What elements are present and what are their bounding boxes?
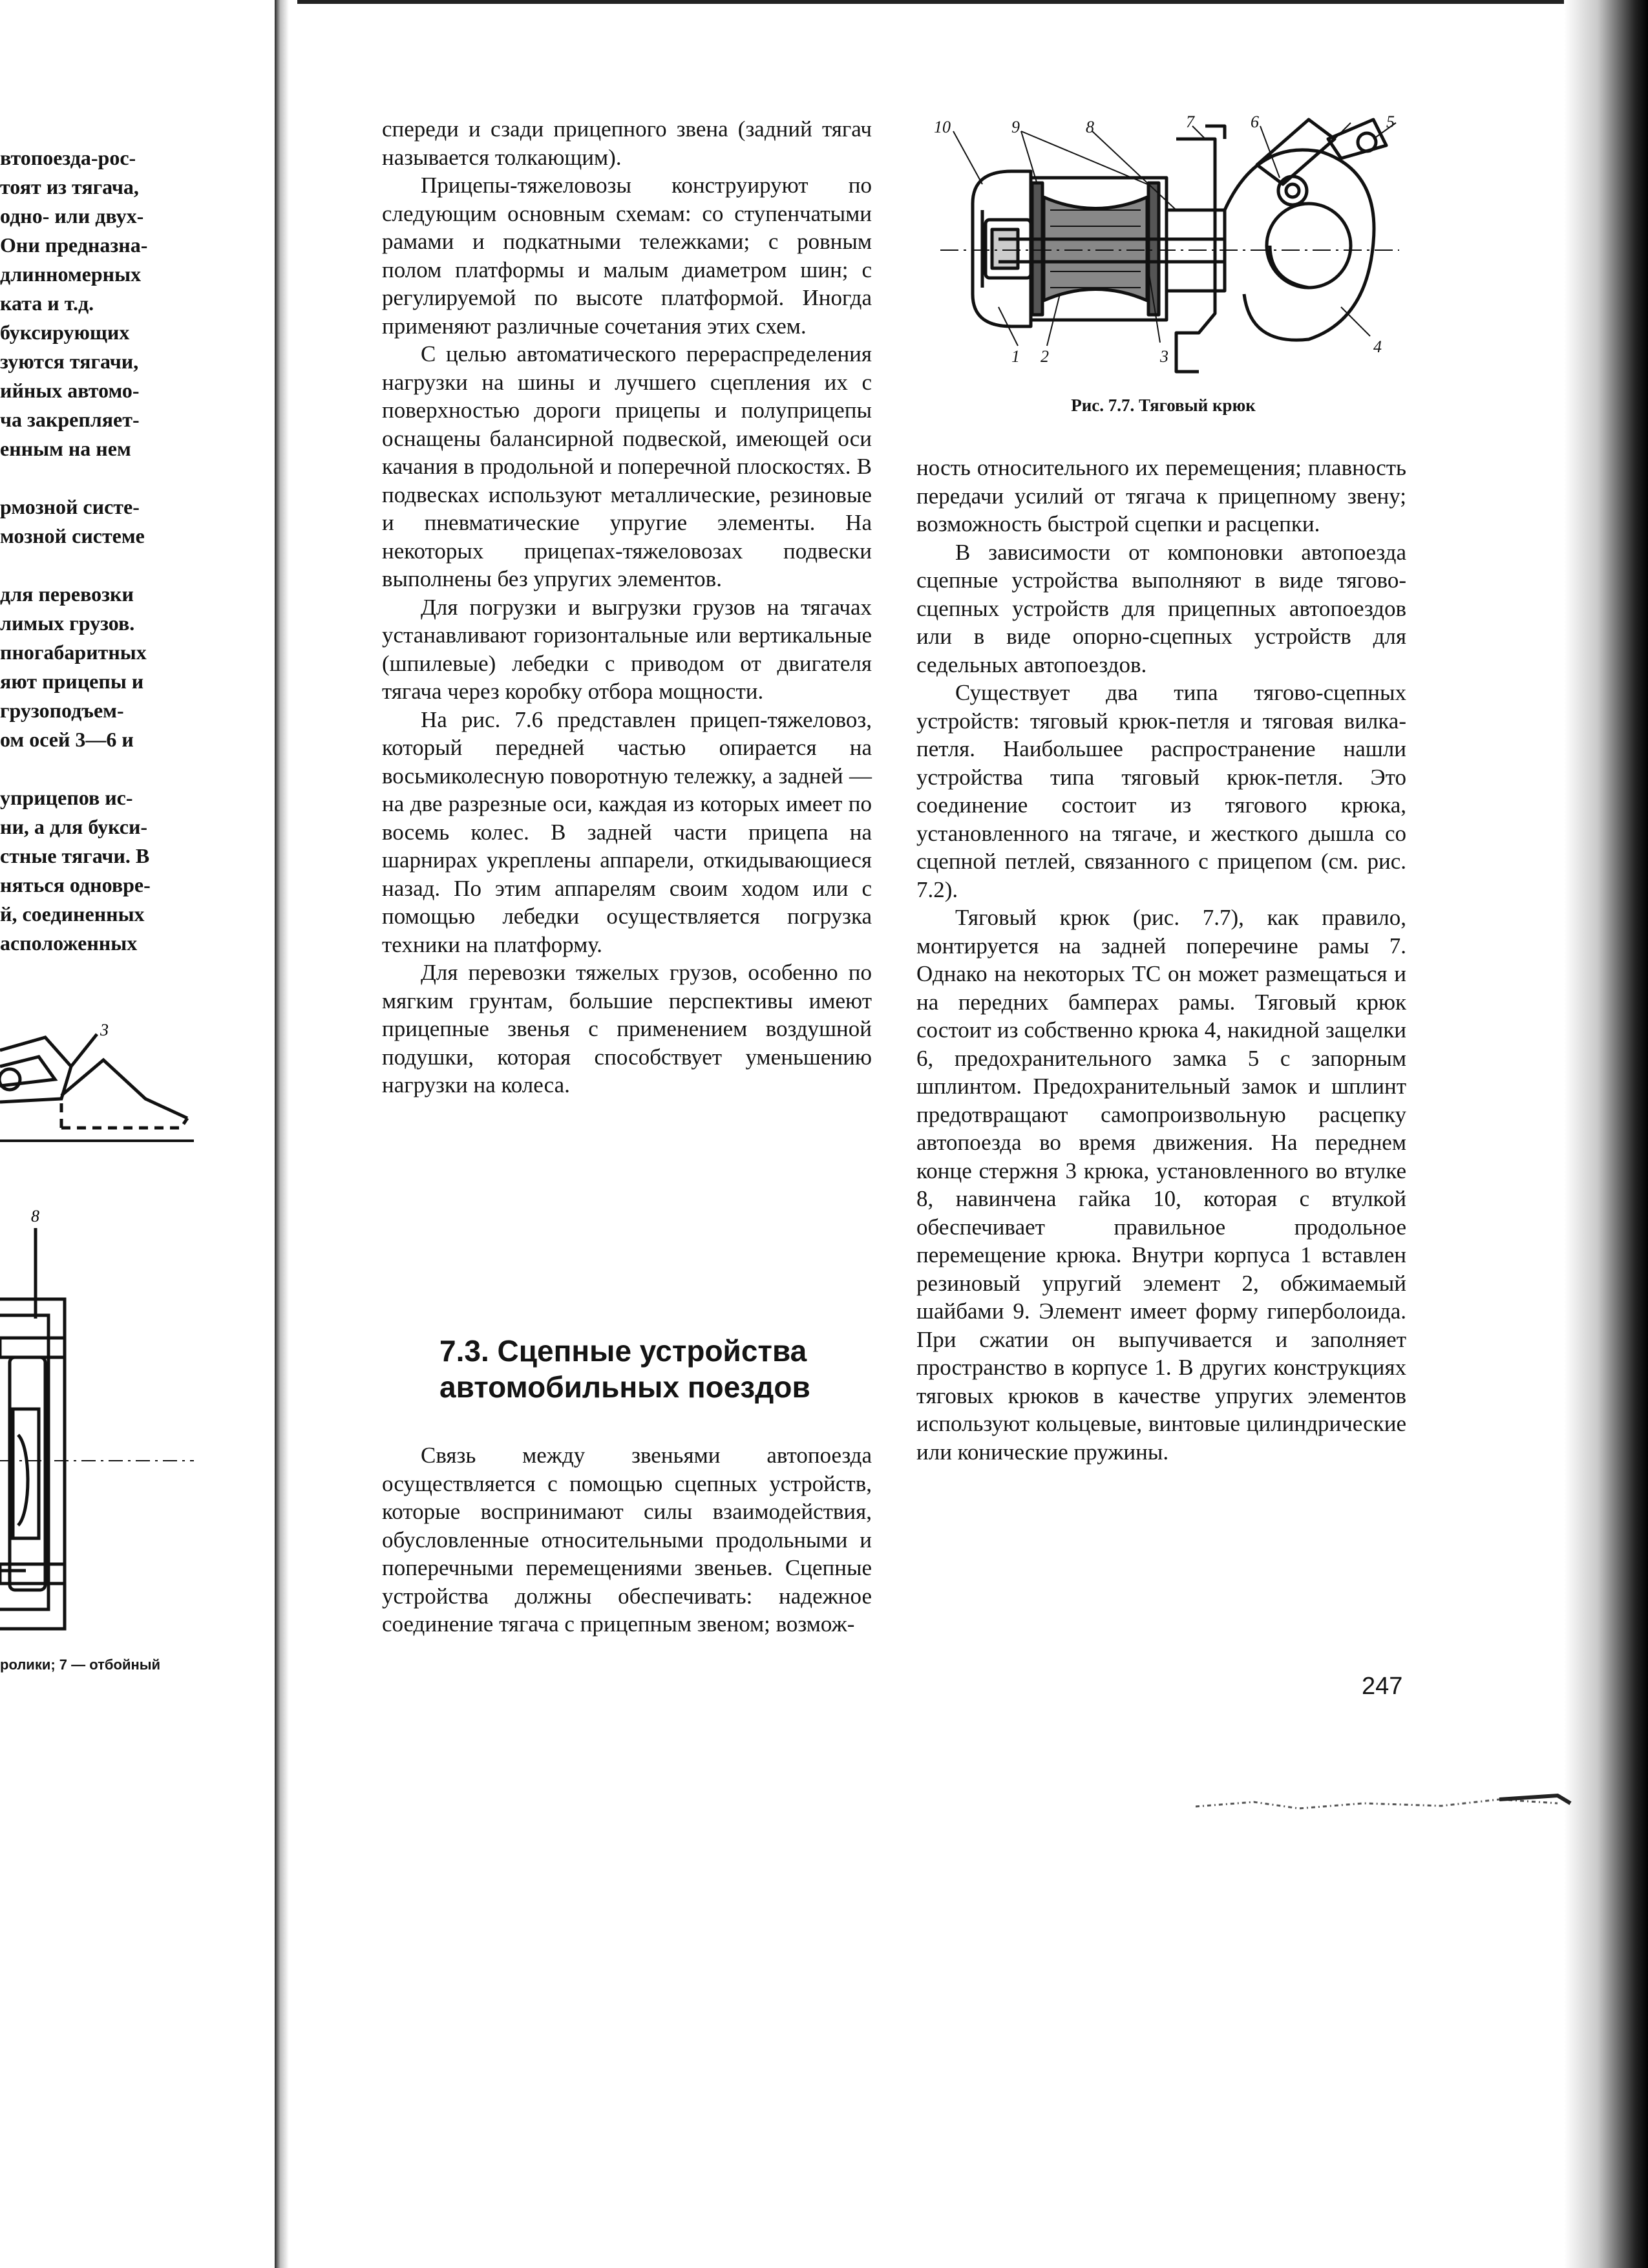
left-line: зуются тягачи, [0,350,139,373]
left-line [0,551,187,580]
figure-label: 8 [1086,118,1094,136]
tow-hook-drawing [921,113,1399,385]
figure-label: 3 [1160,347,1168,366]
left-line: буксирующих [0,321,130,344]
figure-label: 5 [1386,113,1395,131]
section-heading-line: 7.3. Сцепные устройства [439,1334,807,1368]
figure-label: 7 [1186,113,1194,131]
left-line: ката и т.д. [0,291,94,315]
left-line: й, соединенных [0,902,145,926]
page-edge-shadow [1564,0,1648,2268]
text-column-right [916,454,1406,1466]
left-line: ча закрепляет- [0,408,140,431]
paragraph: Тяговый крюк (рис. 7.7), как правило, монтируется на задней поперечине рамы 7. Однако на некоторых ТС он может размещаться и на передних бамперах рамы. Тяговый крюк состоит из собственно крюка 4, накидной защелки 6, предохранительного замка 5 с запорным шплинтом. Предохранительный замок и шплинт предотвращают самопроизвольную расцепку автопоезда во время движения. На переднем конце стержня 3 крюка, установленного во втулке 8, навинчена гайка 10, которая с втулкой обеспечивает правильное продольное перемещение крюка. Внутри корпуса 1 вставлен резиновый упругий элемент 2, обжимаемый шайбами 9. Элемент имеет форму гиперболоида. При сжатии он выпучивается и заполняет пространство в корпусе 1. В других конструкциях тяговых крюков в качестве упругих элементов используют кольцевые, винтовые цилиндрические или конические пружины. [916,905,1406,1465]
book-gutter [275,0,289,2268]
left-line: пногабаритных [0,641,147,664]
left-line: одно- или двух- [0,204,144,228]
left-line: енным на нем [0,437,131,460]
left-line: няться одновре- [0,873,151,896]
section-heading [439,1333,892,1405]
scan-noise [1196,1790,1577,1816]
paragraph: Существует два типа тягово-сцепных устройств: тяговый крюк-петля и тяговая вилка-петля. Наибольшее распространение нашли устройства типа тяговый крюк-петля. Это соединение состоит из тягового крюка, установленного на тягаче, и жесткого дышла со сцепной петлей, связанного с прицепом (см. рис. 7.2). [916,680,1406,902]
paragraph: Связь между звеньями автопоезда осуществляется с помощью сцепных устройств, которые воспринимают силы взаимодействия, обусловленные относительными продольными и поперечными перемещениями звеньев. Сцепные устройства должны обеспечивать: надежное соединение тягача с прицепным звеном; возмож- [382,1443,872,1637]
left-line: грузоподъем- [0,699,124,722]
left-line: мозной системе [0,524,145,547]
left-line: стные тягачи. В [0,844,150,867]
paragraph: С целью автоматического перераспределения нагрузки на шины и лучшего сцепления их с поверхностью дороги прицепы и полуприцепы оснащены балансирной подвеской, имеющей оси качания в продольной и поперечной плоскостях. В подвесках используют металлические, резиновые и пневматические упругие элементы. На некоторых прицепах-тяжеловозах подвески выполнены без упругих элементов. [382,341,872,591]
left-line: длинномерных [0,262,142,286]
figure-label: 6 [1251,113,1259,131]
left-line: яют прицепы и [0,670,144,693]
paragraph: Прицепы-тяжеловозы конструируют по следующим основным схемам: со ступенчатыми рамами и подкатными тележками; с ровным полом платформы и малым диаметром шин; с регулируемой по высоте платформой. Иногда применяют различные сочетания этих схем. [382,173,872,339]
left-line: втопоезда-рос- [0,146,136,169]
left-line: ом осей 3—6 и [0,728,134,751]
left-line: рмозной систе- [0,495,140,518]
previous-figure-trailer-fragment [0,989,194,1183]
top-scan-edge [297,0,1564,4]
paragraph: В зависимости от компоновки автопоезда сцепные устройства выполняют в виде тягово-сцепных устройств для прицепных автопоездов или в виде опорно-сцепных устройств для седельных автопоездов. [916,539,1406,677]
left-line: ни, а для букси- [0,815,148,838]
figure-label: 4 [1373,337,1382,356]
figure-caption: Рис. 7.7. Тяговый крюк [1071,396,1256,415]
figure-label: 1 [1011,347,1020,366]
text-column-left-lower [382,1441,872,1638]
figure-label: 9 [1011,118,1020,136]
left-line: ийных автомо- [0,379,140,402]
previous-page-text [0,143,187,958]
paragraph: ность относительного их перемещения; плавность передачи усилий от тягача к прицепному звену; возможность быстрой сцепки и расцепки. [916,455,1406,536]
left-line: для перевозки [0,582,134,606]
figure-label: 10 [934,118,951,136]
left-figure-label: 3 [100,1021,109,1039]
previous-figure-plan-fragment [0,1202,194,1648]
section-heading-line: автомобильных поездов [439,1370,810,1404]
paragraph: Для погрузки и выгрузки грузов на тягачах устанавливают горизонтальные или вертикальные (шпилевые) лебедки с приводом от двигателя тягача через коробку отбора мощности. [382,594,872,704]
left-line [0,463,187,493]
previous-figure-caption: ролики; 7 — отбойный [0,1657,161,1673]
page-number: 247 [1362,1673,1403,1700]
left-figure-label: 8 [31,1207,39,1225]
paragraph: Для перевозки тяжелых грузов, особенно по мягким грунтам, большие перспективы имеют прицепные звенья с применением воздушной подушки, которая способствует уменьшению нагрузки на колеса. [382,960,872,1097]
text-column-left [382,115,872,1099]
left-line: асположенных [0,931,138,955]
left-line: лимых грузов. [0,611,135,635]
paragraph: На рис. 7.6 представлен прицеп-тяжеловоз, который передней частью опирается на восьмиколесную поворотную тележку, а задней — на две разрезные оси, каждая из которых имеет по восемь колес. В задней части прицепа на шарнирах укреплены аппарели, откидывающиеся назад. По этим аппарелям своим ходом или с помощью лебедки осуществляется погрузка техники на платформу. [382,706,872,957]
paragraph: спереди и сзади прицепного звена (задний тягач называется толкающим). [382,116,872,170]
left-line: тоят из тягача, [0,175,139,198]
left-line [0,754,187,783]
figure-label: 2 [1041,347,1049,366]
left-line: уприцепов ис- [0,786,133,809]
left-line: Они предназна- [0,233,148,257]
